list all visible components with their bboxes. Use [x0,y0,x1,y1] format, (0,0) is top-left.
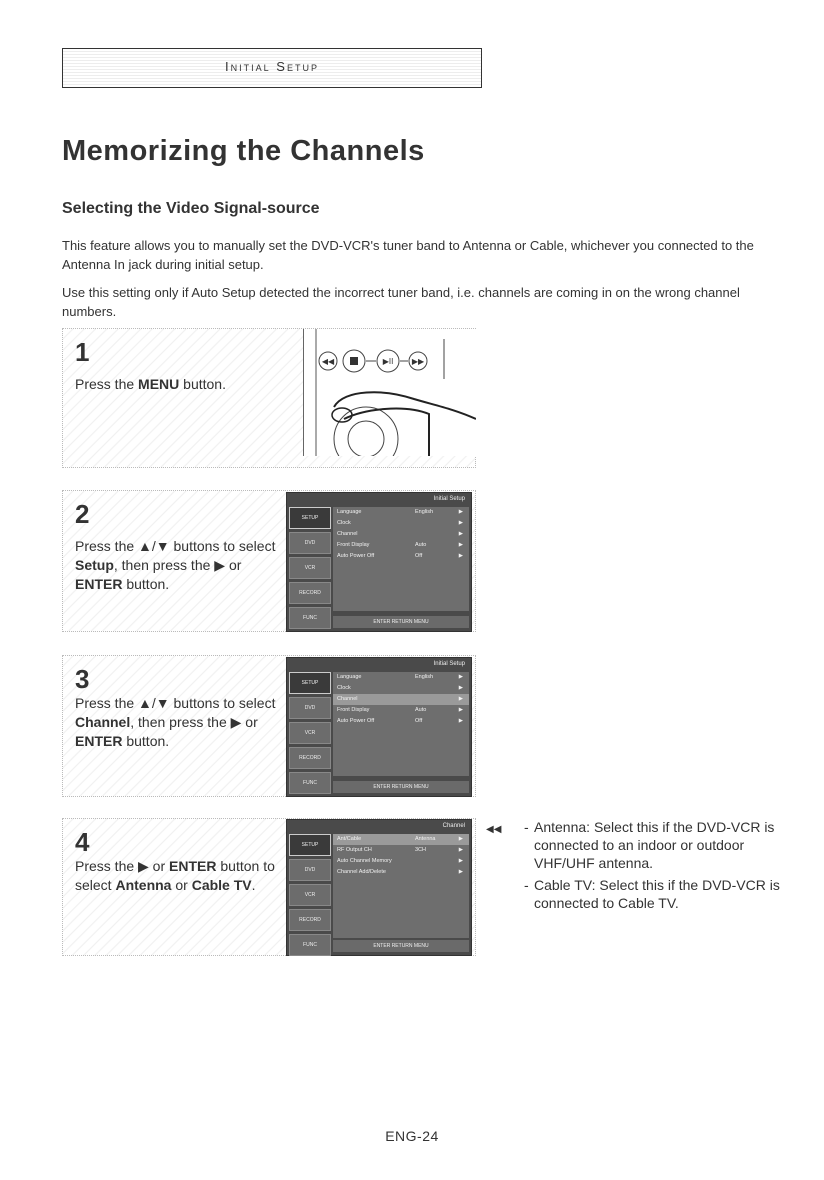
arrow-right-icon: ▶ [458,836,463,842]
menu-tab-vcr: VCR [289,557,331,579]
menu-tab-setup: SETUP [289,507,331,529]
menu-row: Language English ▶ [333,507,469,518]
note-cable-tv: - Cable TV: Select this if the DVD-VCR is connected to Cable TV. [524,877,780,911]
menu-row: Front Display Auto ▶ [333,705,469,716]
step-number: 2 [75,499,90,529]
menu-tab-record: RECORD [289,909,331,931]
svg-text:▶II: ▶II [382,357,394,366]
section-header [62,48,482,88]
menu-tab-record: RECORD [289,747,331,769]
arrow-right-icon: ▶ [458,718,463,724]
arrow-left-icon: ◀◀ [486,824,502,835]
menu-row: Clock ▶ [333,518,469,529]
menu-title: Channel [442,823,465,829]
menu-title: Initial Setup [433,661,465,667]
arrow-right-icon: ▶ [458,847,463,853]
menu-sidebar [289,507,331,632]
step-instruction: Press the ▶ or ENTER button to select Antenna or Cable TV. [75,858,275,893]
step-number: 1 [75,337,90,367]
section-header-label: Initial Setup [225,59,319,74]
step-instruction: Press the MENU button. [75,376,226,392]
menu-tab-func: FUNC [289,607,331,629]
step-2-panel [62,490,476,632]
channel-menu-screen [286,819,472,956]
menu-row: Front Display Auto ▶ [333,540,469,551]
menu-tab-record: RECORD [289,582,331,604]
menu-footer: ENTER RETURN MENU [333,616,469,628]
remote-control-illustration [303,329,476,456]
setup-menu-screen-channel-selected [286,657,472,797]
menu-tab-setup: SETUP [289,672,331,694]
step-instruction: Press the ▲/▼ buttons to select Setup, then press the ▶ or ENTER button. [75,538,276,592]
arrow-right-icon: ▶ [458,696,463,702]
menu-row: Language English ▶ [333,672,469,683]
arrow-right-icon: ▶ [458,531,463,537]
section-subtitle: Selecting the Video Signal-source [62,200,320,217]
menu-options [333,834,469,938]
svg-text:▶▶: ▶▶ [411,357,425,366]
menu-tab-dvd: DVD [289,859,331,881]
menu-sidebar [289,672,331,797]
menu-tab-setup: SETUP [289,834,331,856]
menu-title: Initial Setup [433,496,465,502]
arrow-right-icon: ▶ [458,674,463,680]
svg-text:◀◀: ◀◀ [321,357,335,366]
page-number: ENG-24 [385,1128,439,1144]
intro-paragraph-2: Use this setting only if Auto Setup detected the incorrect tuner band, i.e. channels are coming in on the wrong channel numbers. [62,285,740,319]
menu-row: Channel ▶ [333,529,469,540]
menu-footer: ENTER RETURN MENU [333,781,469,793]
step-number: 4 [75,827,90,857]
arrow-right-icon: ▶ [458,685,463,691]
menu-tab-dvd: DVD [289,697,331,719]
menu-tab-func: FUNC [289,934,331,956]
menu-row: Auto Channel Memory ▶ [333,856,469,867]
menu-row: Auto Power Off Off ▶ [333,551,469,562]
step-number: 3 [75,664,90,694]
menu-row: Clock ▶ [333,683,469,694]
menu-options [333,507,469,611]
menu-row: RF Output CH 3CH ▶ [333,845,469,856]
step-1-panel [62,328,476,468]
arrow-right-icon: ▶ [458,869,463,875]
step-4-panel [62,818,476,956]
menu-tab-vcr: VCR [289,884,331,906]
menu-tab-vcr: VCR [289,722,331,744]
menu-row: Auto Power Off Off ▶ [333,716,469,727]
menu-sidebar [289,834,331,959]
note-antenna: ◀◀ - Antenna: Select this if the DVD-VCR is connected to an indoor or outdoor VHF/UHF antenna. [486,819,775,871]
step-instruction: Press the ▲/▼ buttons to select Channel, then press the ▶ or ENTER button. [75,695,276,749]
arrow-right-icon: ▶ [458,542,463,548]
menu-row-highlighted: Channel ▶ [333,694,469,705]
arrow-right-icon: ▶ [458,553,463,559]
menu-row: Channel Add/Delete ▶ [333,867,469,878]
arrow-right-icon: ▶ [458,707,463,713]
setup-menu-screen [286,492,472,632]
arrow-right-icon: ▶ [458,509,463,515]
menu-footer: ENTER RETURN MENU [333,940,469,952]
arrow-right-icon: ▶ [458,520,463,526]
option-notes [486,818,782,916]
menu-options [333,672,469,776]
arrow-right-icon: ▶ [458,858,463,864]
intro-paragraph-1: This feature allows you to manually set the DVD-VCR's tuner band to Antenna or Cable, whichever you connected to the Antenna In jack during initial setup. [62,238,754,272]
menu-tab-dvd: DVD [289,532,331,554]
step-3-panel [62,655,476,797]
menu-row-highlighted: Ant/Cable Antenna ▶ [333,834,469,845]
page-title: Memorizing the Channels [62,135,425,167]
menu-tab-func: FUNC [289,772,331,794]
